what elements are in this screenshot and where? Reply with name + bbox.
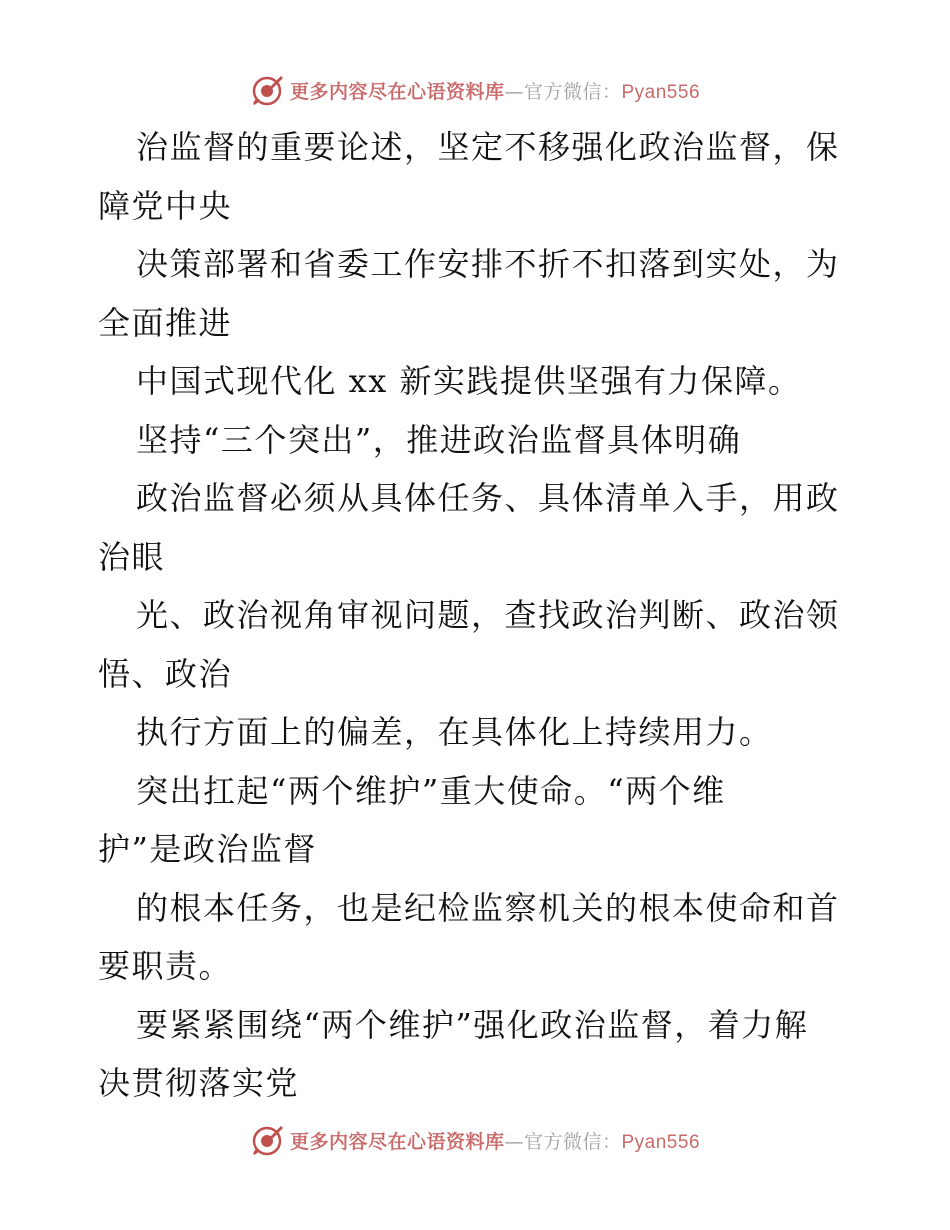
header-banner-text: [290, 77, 700, 104]
text-line: 悟、政治: [98, 654, 233, 693]
text-line: 护”是政治监督: [98, 830, 317, 868]
header-banner-wechat: Pyan556: [621, 81, 701, 103]
header-banner-inner: [250, 73, 700, 107]
text-line: 要紧紧围绕“两个维护”强化政治监督，着力解: [136, 1005, 809, 1044]
footer-banner-wechat: Pyan556: [621, 1131, 701, 1153]
footer-banner-main: 更多内容尽在心语资料库: [289, 1130, 505, 1153]
text-line: 治监督的重要论述，坚定不移强化政治监督，保: [136, 128, 840, 166]
pen-logo-icon: [250, 73, 284, 107]
header-banner-contact: 官方微信：: [523, 80, 622, 103]
text-line: 障党中央: [98, 186, 233, 225]
text-line: 执行方面上的偏差，在具体化上持续用力。: [136, 713, 773, 751]
header-banner: [0, 70, 950, 110]
text-line: 决贯彻落实党: [98, 1064, 300, 1102]
text-line: 政治监督必须从具体任务、具体清单入手，用政: [136, 479, 840, 517]
text-line: 全面推进: [98, 303, 233, 342]
header-banner-main: 更多内容尽在心语资料库: [289, 80, 505, 103]
text-line: 的根本任务，也是纪检监察机关的根本使命和首: [136, 888, 840, 927]
footer-banner-sep: —: [504, 1130, 524, 1153]
footer-banner: [0, 1120, 950, 1160]
text-line: 要职责。: [98, 947, 233, 985]
text-line: 坚持“三个突出”，推进政治监督具体明确: [136, 420, 742, 459]
footer-banner-text: [290, 1127, 700, 1154]
footer-banner-inner: [250, 1123, 700, 1157]
header-banner-sep: —: [504, 80, 524, 103]
text-line: 决策部署和省委工作安排不折不扣落到实处，为: [136, 245, 840, 283]
text-line: 中国式现代化 xx 新实践提供坚强有力保障。: [136, 362, 802, 400]
text-line: 治眼: [98, 537, 166, 576]
footer-banner-contact: 官方微信：: [523, 1130, 622, 1153]
document-body: [98, 118, 858, 1113]
pen-logo-icon: [250, 1123, 284, 1157]
text-line: 突出扛起“两个维护”重大使命。“两个维: [136, 771, 726, 810]
text-line: 光、政治视角审视问题，查找政治判断、政治领: [136, 596, 840, 634]
